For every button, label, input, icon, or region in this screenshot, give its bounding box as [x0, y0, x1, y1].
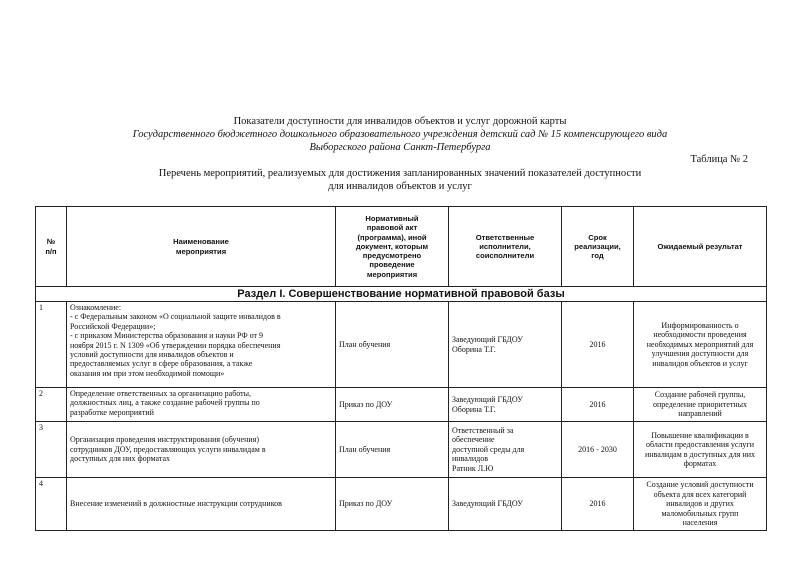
table-row: [36, 388, 767, 422]
cell-text: [39, 237, 63, 255]
text-line: мероприятия: [366, 269, 418, 279]
row-num: 1: [36, 302, 67, 388]
text-line: маломобильных групп: [661, 508, 739, 518]
row-name: [67, 422, 336, 478]
cell-text: [637, 431, 763, 469]
table-header-row: [36, 207, 767, 287]
text-line: направлений: [678, 409, 722, 419]
cell-text: [339, 214, 445, 278]
cell-text: [452, 233, 558, 261]
text-line: правовой акт: [366, 223, 418, 233]
cell-text: [637, 321, 763, 368]
text-line: инвалидов: [452, 454, 488, 464]
text-line: Повышение квалификации в: [651, 430, 749, 440]
text-line: ноября 2015 г. N 1309 «Об утверждении порядка обеспечения: [70, 340, 281, 350]
district-name: Выборгского района Санкт-Петербурга: [309, 142, 491, 153]
table-row: [36, 422, 767, 478]
text-line: Заведующий ГБДОУ: [452, 335, 523, 345]
text-line: объекта для всех категорий: [653, 489, 747, 499]
row-num: 2: [36, 388, 67, 422]
row-result: [634, 302, 767, 388]
col-header-responsible: [449, 207, 562, 287]
row-act: План обучения: [336, 302, 449, 388]
row-name: [67, 302, 336, 388]
table-number: Таблица № 2: [690, 154, 748, 165]
text-line: №: [46, 237, 56, 247]
row-act: План обучения: [336, 422, 449, 478]
text-line: Оборина Т.Г.: [452, 404, 496, 414]
text-line: условий доступности для инвалидов объектов и: [70, 350, 234, 360]
text-line: оказания им при этом необходимой помощи»: [70, 368, 225, 378]
cell-text: [452, 335, 558, 354]
text-line: инвалидов и других: [666, 499, 734, 509]
text-line: разработке мероприятий: [70, 407, 154, 417]
text-line: должностных лиц, а также создание рабочей группы по: [70, 398, 260, 408]
text-line: - с Федеральным законом «О социальной защите инвалидов в: [70, 312, 281, 322]
text-line: Ознакомление:: [70, 303, 122, 312]
text-line: реализации,: [574, 241, 621, 251]
table-subtitle-line2: для инвалидов объектов и услуг: [328, 181, 472, 192]
col-header-result: [634, 207, 767, 287]
text-line: соисполнители: [475, 251, 535, 261]
col-header-num: [36, 207, 67, 287]
text-line: необходимости проведения: [653, 330, 747, 340]
cell-text: [452, 395, 558, 414]
row-responsible: Заведующий ГБДОУ: [449, 478, 562, 531]
section-row: [36, 287, 767, 302]
cell-text: [637, 480, 763, 527]
cell-text: [452, 426, 558, 473]
text-line: Ответственные: [475, 232, 535, 242]
text-line: Организация проведения инструктирования (обучения): [70, 435, 259, 445]
text-line: инвалидов объектов и услуг: [652, 358, 748, 368]
text-line: п/п: [45, 246, 57, 256]
text-line: проведение: [369, 260, 415, 270]
col-header-act: [336, 207, 449, 287]
text-line: Ратник Л.Ю: [452, 463, 494, 473]
table-row: [36, 302, 767, 388]
text-line: Заведующий ГБДОУ: [452, 395, 523, 405]
row-term: 2016 - 2030: [562, 422, 634, 478]
text-line: области предоставления услуги: [646, 440, 754, 450]
col-header-term: [562, 207, 634, 287]
text-line: Срок: [588, 232, 607, 242]
cell-text: [70, 435, 332, 463]
table-subtitle-line1: Перечень мероприятий, реализуемых для достижения запланированных значений показателей доступности: [158, 168, 642, 179]
text-line: Создание условий доступности: [646, 480, 754, 490]
row-responsible: [449, 422, 562, 478]
text-line: год: [591, 251, 604, 261]
text-line: Определение ответственных за организацию работы,: [70, 389, 252, 398]
text-line: документ, которым: [355, 241, 429, 251]
row-num: 3: [36, 422, 67, 478]
institution-name: Государственного бюджетного дошкольного образовательного учреждения детский сад № 15 компенсирующего вида: [132, 129, 668, 140]
text-line: улучшения доступности для: [651, 349, 749, 359]
table-row: [36, 478, 767, 531]
text-line: (программа), иной: [357, 232, 427, 242]
text-line: Российской Федерации»;: [70, 321, 156, 331]
row-responsible: [449, 302, 562, 388]
row-term: 2016: [562, 478, 634, 531]
text-line: Ответственный за: [452, 425, 514, 435]
text-line: мероприятия: [175, 246, 227, 256]
text-line: - с приказом Министерства образования и науки РФ от 9: [70, 331, 264, 341]
cell-text: [637, 390, 763, 418]
cell-text: [70, 237, 332, 255]
document-title: Показатели доступности для инвалидов объектов и услуг дорожной карты: [233, 116, 567, 127]
cell-text: [565, 233, 630, 261]
text-line: предусмотрено: [362, 251, 422, 261]
row-act: Приказ по ДОУ: [336, 478, 449, 531]
text-line: доступных для них форматах: [70, 454, 171, 464]
text-line: Нормативный: [365, 214, 419, 224]
row-act: Приказ по ДОУ: [336, 388, 449, 422]
row-result: [634, 422, 767, 478]
section-title: Раздел I. Совершенствование нормативной правовой базы: [36, 287, 767, 302]
text-line: предоставляемых услуг в сфере образования, а также: [70, 359, 253, 369]
cell-text: [637, 242, 763, 251]
text-line: Оборина Т.Г.: [452, 344, 496, 354]
row-term: 2016: [562, 302, 634, 388]
text-line: обеспечение: [452, 435, 495, 445]
text-line: Ожидаемый результат: [657, 241, 743, 251]
text-line: Информированность о: [661, 320, 739, 330]
row-name: [67, 388, 336, 422]
row-term: 2016: [562, 388, 634, 422]
text-line: Наименование: [173, 237, 229, 247]
text-line: инвалидам в доступных для них: [644, 449, 756, 459]
text-line: форматах: [683, 458, 717, 468]
text-line: исполнители,: [479, 241, 531, 251]
text-line: определение приоритетных: [652, 399, 748, 409]
row-responsible: [449, 388, 562, 422]
text-line: необходимых мероприятий для: [646, 339, 754, 349]
text-line: Создание рабочей группы,: [654, 390, 746, 400]
col-header-name: [67, 207, 336, 287]
text-line: населения: [682, 518, 718, 528]
row-result: [634, 388, 767, 422]
cell-text: [70, 389, 332, 417]
row-num: 4: [36, 478, 67, 531]
measures-table: [35, 206, 767, 531]
row-name: Внесение изменений в должностные инструкции сотрудников: [67, 478, 336, 531]
text-line: сотрудников ДОУ, предоставляющих услуги инвалидам в: [70, 444, 266, 454]
text-line: доступной среды для: [452, 444, 525, 454]
cell-text: [70, 303, 332, 378]
row-result: [634, 478, 767, 531]
